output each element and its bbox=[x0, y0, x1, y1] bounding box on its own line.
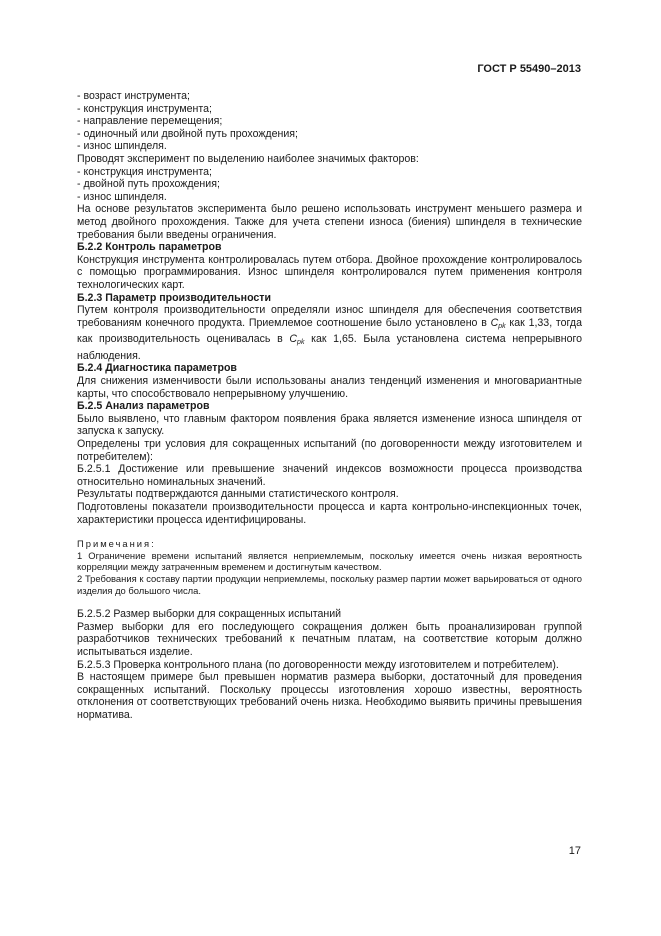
paragraph-final: В настоящем примере был превышен норматив размера выборки, достаточный для проведения сокращенных испытаний. Поскольку процессы изготовления хорошо известны, вероятность отклонения от соответствующих требований очень низка. Необходимо выявить причины превышения норматива. bbox=[77, 671, 582, 721]
list-item: - направление перемещения; bbox=[77, 115, 223, 128]
list-item: - износ шпинделя. bbox=[77, 140, 167, 153]
section-heading-b22: Б.2.2 Контроль параметров bbox=[77, 241, 222, 254]
section-heading-b25: Б.2.5 Анализ параметров bbox=[77, 400, 210, 413]
results-paragraph: На основе результатов эксперимента было решено использовать инструмент меньшего размера и метод двойного прохождения. Также для учета степени износа (биения) шпинделя в технические требования были введены ограничения. bbox=[77, 203, 582, 241]
section-heading-b23: Б.2.3 Параметр производительности bbox=[77, 291, 271, 304]
paragraph-b253: Б.2.5.3 Проверка контрольного плана (по договоренности между изготовителем и потребителем). bbox=[77, 658, 559, 671]
experiment-intro: Проводят эксперимент по выделению наиболее значимых факторов: bbox=[77, 152, 419, 165]
note-2: 2 Требования к составу партии продукции неприемлемы, поскольку размер партии может варьироваться от одного изделия до большого числа. bbox=[77, 572, 582, 596]
list-item: - конструкция инструмента; bbox=[77, 102, 212, 115]
list-item: - одиночный или двойной путь прохождения; bbox=[77, 127, 298, 140]
page-number: 17 bbox=[568, 845, 581, 857]
paragraph-b251: Б.2.5.1 Достижение или превышение значений индексов возможности процесса производства относительно номинальных значений. bbox=[77, 463, 582, 488]
paragraph-b25-2: Определены три условия для сокращенных испытаний (по договоренности между изготовителем и потребителем): bbox=[77, 438, 582, 463]
note-1: 1 Ограничение времени испытаний является неприемлемым, поскольку имеется очень низкая вероятность корреляции между затраченным временем и достигнутым качеством. bbox=[77, 549, 582, 573]
paragraph-b22: Конструкция инструмента контролировалась путем отбора. Двойное прохождение контролировалось с помощью программирования. Износ шпинделя контролировался путем применения контроля технологических карт. bbox=[77, 253, 582, 291]
document-body bbox=[77, 90, 582, 722]
paragraph-b23: Путем контроля производительности определяли износ шпинделя для обеспечения соответствия требованиям конечного продукта. Приемлемое соотношение было установлено в $C_{pk}$ как 1,33, тогда как производительность оценивалась в $C_{pk}$ как 1,65. Была установлена система непрерывного наблюдения. bbox=[77, 304, 582, 362]
paragraph-b24: Для снижения изменчивости были использованы анализ тенденций изменения и многовариантные карты, что способствовало непрерывному улучшению. bbox=[77, 375, 582, 400]
paragraph-b252: Размер выборки для его последующего сокращения должен быть проанализирован группой разработчиков технических требований к печатным платам, на соответствие которым должно испытываться изделие. bbox=[77, 620, 582, 658]
notes-block bbox=[77, 538, 582, 596]
section-heading-b24: Б.2.4 Диагностика параметров bbox=[77, 362, 237, 375]
list-item: - износ шпинделя. bbox=[77, 190, 167, 203]
paragraph-b25-1: Было выявлено, что главным фактором появления брака является изменение износа шпинделя от запуска к запуску. bbox=[77, 412, 582, 438]
list-item: - возраст инструмента; bbox=[77, 90, 190, 102]
heading-b252: Б.2.5.2 Размер выборки для сокращенных испытаний bbox=[77, 608, 342, 621]
list-item: - конструкция инструмента; bbox=[77, 165, 212, 178]
paragraph-b25-3: Результаты подтверждаются данными статистического контроля. bbox=[77, 488, 399, 501]
document-header: ГОСТ Р 55490–2013 bbox=[477, 63, 581, 75]
paragraph-b25-4: Подготовлены показатели производительности процесса и карта контрольно-инспекционных точек, характеристики процесса идентифицированы. bbox=[77, 501, 582, 526]
spacer bbox=[77, 526, 582, 538]
list-item: - двойной путь прохождения; bbox=[77, 178, 220, 191]
notes-title: Примечания: bbox=[77, 538, 156, 550]
spacer bbox=[77, 596, 582, 608]
